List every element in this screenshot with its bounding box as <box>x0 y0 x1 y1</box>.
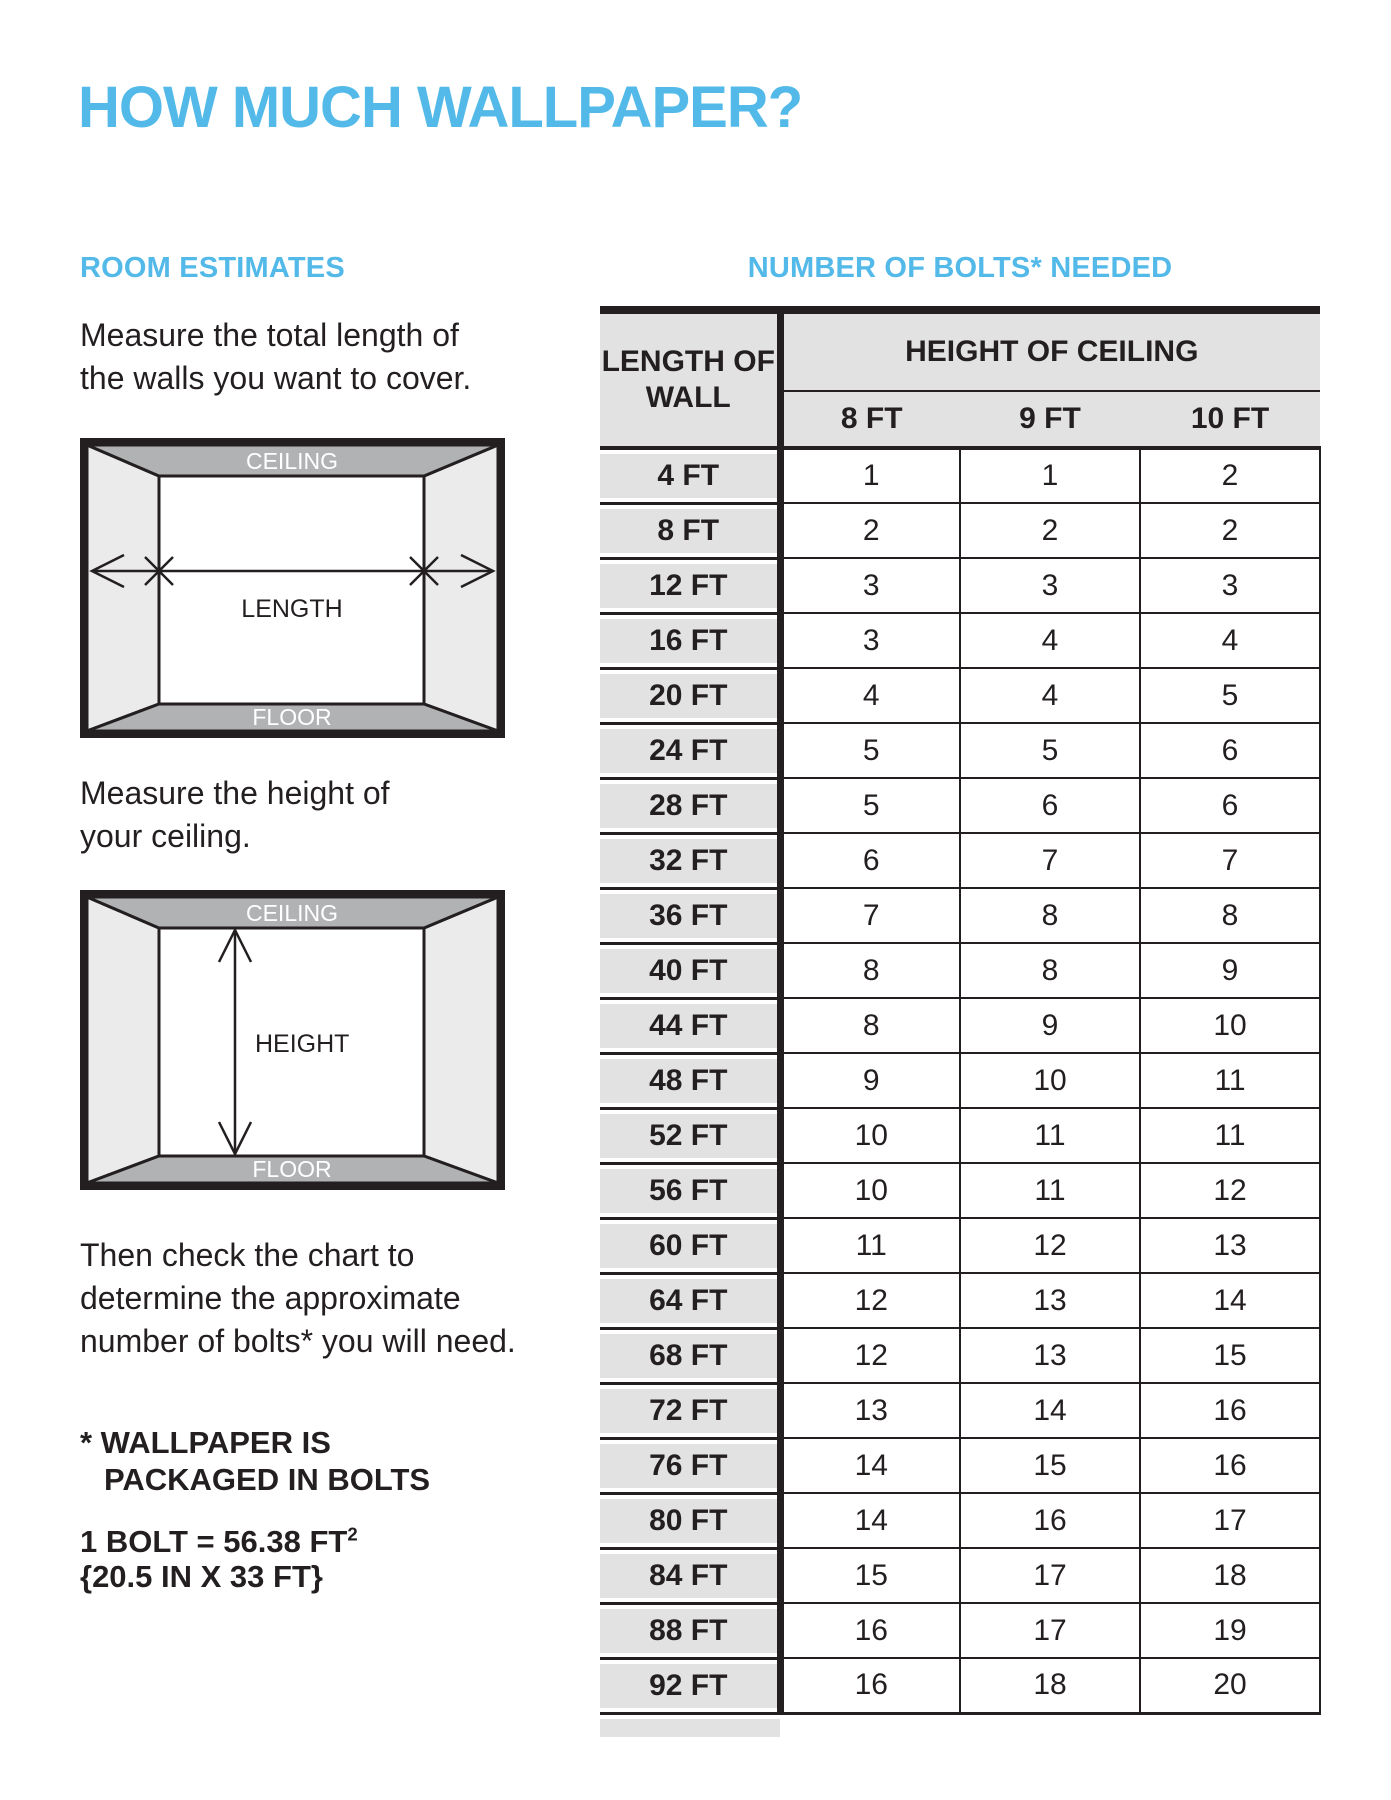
wall-length-cell: 20 FT <box>600 668 780 723</box>
back-wall <box>159 476 424 704</box>
room-height-diagram <box>80 890 505 1190</box>
instruction-check-chart <box>80 1234 516 1363</box>
table-row <box>600 1548 1320 1603</box>
bolts-10ft-cell: 17 <box>1140 1493 1320 1548</box>
length-label: LENGTH <box>241 595 343 623</box>
bolts-8ft-cell: 3 <box>780 558 960 613</box>
wall-length-cell: 68 FT <box>600 1328 780 1383</box>
bolts-10ft-cell: 16 <box>1140 1438 1320 1493</box>
room-length-diagram <box>80 438 505 738</box>
bolts-9ft-cell: 17 <box>960 1603 1140 1658</box>
bolts-8ft-cell: 3 <box>780 613 960 668</box>
bolts-10ft-cell: 10 <box>1140 998 1320 1053</box>
wall-length-cell: 80 FT <box>600 1493 780 1548</box>
wall-length-cell: 8 FT <box>600 503 780 558</box>
bolts-9ft-cell: 17 <box>960 1548 1140 1603</box>
bolts-8ft-cell: 13 <box>780 1383 960 1438</box>
height-label: HEIGHT <box>255 1030 350 1058</box>
bolts-9ft-cell: 7 <box>960 833 1140 888</box>
table-row <box>600 723 1320 778</box>
wall-length-cell: 24 FT <box>600 723 780 778</box>
bolts-8ft-cell: 2 <box>780 503 960 558</box>
bolts-8ft-cell: 10 <box>780 1163 960 1218</box>
wall-length-cell: 52 FT <box>600 1108 780 1163</box>
bolts-table-body <box>600 448 1320 1713</box>
instruction-line: the walls you want to cover. <box>80 360 472 396</box>
bolts-9ft-cell: 12 <box>960 1218 1140 1273</box>
table-row <box>600 1163 1320 1218</box>
row-group-header: LENGTH OF WALL <box>600 310 780 448</box>
floor-label: FLOOR <box>252 1156 332 1182</box>
bolts-9ft-cell: 4 <box>960 668 1140 723</box>
table-row <box>600 613 1320 668</box>
ceiling-label: CEILING <box>245 448 339 474</box>
bolts-8ft-cell: 10 <box>780 1108 960 1163</box>
bolts-10ft-cell: 18 <box>1140 1548 1320 1603</box>
col-header-8ft: 8 FT <box>780 391 960 448</box>
bolts-10ft-cell: 13 <box>1140 1218 1320 1273</box>
bolts-10ft-cell: 19 <box>1140 1603 1320 1658</box>
wall-length-cell: 12 FT <box>600 558 780 613</box>
wall-length-cell: 4 FT <box>600 448 780 503</box>
bolts-8ft-cell: 5 <box>780 723 960 778</box>
bolts-10ft-cell: 20 <box>1140 1658 1320 1713</box>
table-row <box>600 503 1320 558</box>
bolts-9ft-cell: 4 <box>960 613 1140 668</box>
instruction-measure-length <box>80 314 471 400</box>
ceiling-label: CEILING <box>245 900 339 926</box>
instruction-line: Then check the chart to <box>80 1237 415 1273</box>
bolts-10ft-cell: 6 <box>1140 778 1320 833</box>
table-footer-stub-row <box>600 1713 1320 1737</box>
table-row <box>600 1383 1320 1438</box>
col-header-9ft: 9 FT <box>960 391 1140 448</box>
bolts-8ft-cell: 5 <box>780 778 960 833</box>
table-row <box>600 998 1320 1053</box>
col-group-header: HEIGHT OF CEILING <box>780 310 1320 391</box>
bolts-9ft-cell: 18 <box>960 1658 1140 1713</box>
bolts-9ft-cell: 8 <box>960 888 1140 943</box>
bolts-9ft-cell: 9 <box>960 998 1140 1053</box>
squared-superscript: 2 <box>347 1523 358 1545</box>
bolts-9ft-cell: 13 <box>960 1273 1140 1328</box>
bolts-10ft-cell: 12 <box>1140 1163 1320 1218</box>
bolts-8ft-cell: 6 <box>780 833 960 888</box>
wall-length-cell: 56 FT <box>600 1163 780 1218</box>
instruction-line: Measure the total length of <box>80 317 459 353</box>
right-wall <box>424 897 498 1183</box>
bolts-10ft-cell: 11 <box>1140 1108 1320 1163</box>
bolts-10ft-cell: 6 <box>1140 723 1320 778</box>
footnote-line: * WALLPAPER IS <box>80 1425 331 1460</box>
left-wall <box>87 445 159 731</box>
bolts-9ft-cell: 8 <box>960 943 1140 998</box>
bolts-10ft-cell: 9 <box>1140 943 1320 998</box>
label-column-stub <box>600 1713 780 1737</box>
right-wall <box>424 445 498 731</box>
wall-length-cell: 40 FT <box>600 943 780 998</box>
bolts-8ft-cell: 15 <box>780 1548 960 1603</box>
table-row <box>600 833 1320 888</box>
bolts-needed-table <box>600 306 1321 1737</box>
bolts-8ft-cell: 16 <box>780 1603 960 1658</box>
bolts-10ft-cell: 2 <box>1140 448 1320 503</box>
instruction-line: determine the approximate <box>80 1280 461 1316</box>
bolts-9ft-cell: 6 <box>960 778 1140 833</box>
wall-length-cell: 76 FT <box>600 1438 780 1493</box>
table-row <box>600 1108 1320 1163</box>
bolt-dimensions: {20.5 IN X 33 FT} <box>80 1559 323 1594</box>
bolts-9ft-cell: 3 <box>960 558 1140 613</box>
bolts-10ft-cell: 14 <box>1140 1273 1320 1328</box>
floor-label: FLOOR <box>252 704 332 730</box>
bolts-footnote <box>80 1424 430 1498</box>
bolt-equation: 1 BOLT = 56.38 $FT^2$ <box>80 1523 358 1559</box>
wall-length-cell: 64 FT <box>600 1273 780 1328</box>
bolts-10ft-cell: 15 <box>1140 1328 1320 1383</box>
bolts-8ft-cell: 14 <box>780 1493 960 1548</box>
wall-length-cell: 60 FT <box>600 1218 780 1273</box>
bolts-8ft-cell: 7 <box>780 888 960 943</box>
instruction-line: number of bolts* you will need. <box>80 1323 516 1359</box>
wall-length-cell: 92 FT <box>600 1658 780 1713</box>
col-header-10ft: 10 FT <box>1140 391 1320 448</box>
table-row <box>600 1603 1320 1658</box>
left-wall <box>87 897 159 1183</box>
bolts-9ft-cell: 15 <box>960 1438 1140 1493</box>
bolts-10ft-cell: 5 <box>1140 668 1320 723</box>
table-row <box>600 558 1320 613</box>
bolts-8ft-cell: 8 <box>780 998 960 1053</box>
bolts-9ft-cell: 5 <box>960 723 1140 778</box>
table-row <box>600 1273 1320 1328</box>
table-row <box>600 943 1320 998</box>
room-estimates-heading: ROOM ESTIMATES <box>80 252 345 284</box>
wall-length-cell: 84 FT <box>600 1548 780 1603</box>
bolts-8ft-cell: 4 <box>780 668 960 723</box>
bolts-10ft-cell: 4 <box>1140 613 1320 668</box>
bolts-8ft-cell: 12 <box>780 1328 960 1383</box>
bolts-9ft-cell: 11 <box>960 1163 1140 1218</box>
table-row <box>600 448 1320 503</box>
bolts-8ft-cell: 8 <box>780 943 960 998</box>
table-row <box>600 1438 1320 1493</box>
wall-length-cell: 28 FT <box>600 778 780 833</box>
bolts-9ft-cell: 14 <box>960 1383 1140 1438</box>
bolts-needed-heading: NUMBER OF BOLTS* NEEDED <box>747 252 1173 284</box>
bolts-9ft-cell: 10 <box>960 1053 1140 1108</box>
wall-length-cell: 32 FT <box>600 833 780 888</box>
instruction-measure-height <box>80 772 390 858</box>
footnote-line: PACKAGED IN BOLTS <box>104 1462 431 1497</box>
bolts-9ft-cell: 2 <box>960 503 1140 558</box>
bolts-8ft-cell: 16 <box>780 1658 960 1713</box>
table-row <box>600 1328 1320 1383</box>
wall-length-cell: 72 FT <box>600 1383 780 1438</box>
bolts-10ft-cell: 7 <box>1140 833 1320 888</box>
wall-length-cell: 36 FT <box>600 888 780 943</box>
bolts-8ft-cell: 1 <box>780 448 960 503</box>
wall-length-cell: 88 FT <box>600 1603 780 1658</box>
bolts-9ft-cell: 1 <box>960 448 1140 503</box>
wall-length-cell: 48 FT <box>600 1053 780 1108</box>
table-row <box>600 1218 1320 1273</box>
bolts-9ft-cell: 16 <box>960 1493 1140 1548</box>
bolt-size-info <box>80 1524 358 1594</box>
table-row <box>600 1658 1320 1713</box>
bolts-8ft-cell: 14 <box>780 1438 960 1493</box>
instruction-line: your ceiling. <box>80 818 251 854</box>
bolts-10ft-cell: 3 <box>1140 558 1320 613</box>
table-row <box>600 778 1320 833</box>
table-row <box>600 668 1320 723</box>
bolts-10ft-cell: 8 <box>1140 888 1320 943</box>
bolts-10ft-cell: 16 <box>1140 1383 1320 1438</box>
wall-length-cell: 16 FT <box>600 613 780 668</box>
table-row <box>600 888 1320 943</box>
bolts-10ft-cell: 2 <box>1140 503 1320 558</box>
page-title: HOW MUCH WALLPAPER? <box>78 75 803 140</box>
bolts-10ft-cell: 11 <box>1140 1053 1320 1108</box>
table-row <box>600 1053 1320 1108</box>
table-row <box>600 1493 1320 1548</box>
wall-length-cell: 44 FT <box>600 998 780 1053</box>
bolts-8ft-cell: 9 <box>780 1053 960 1108</box>
instruction-line: Measure the height of <box>80 775 390 811</box>
bolts-9ft-cell: 11 <box>960 1108 1140 1163</box>
bolts-8ft-cell: 11 <box>780 1218 960 1273</box>
bolts-8ft-cell: 12 <box>780 1273 960 1328</box>
bolts-9ft-cell: 13 <box>960 1328 1140 1383</box>
